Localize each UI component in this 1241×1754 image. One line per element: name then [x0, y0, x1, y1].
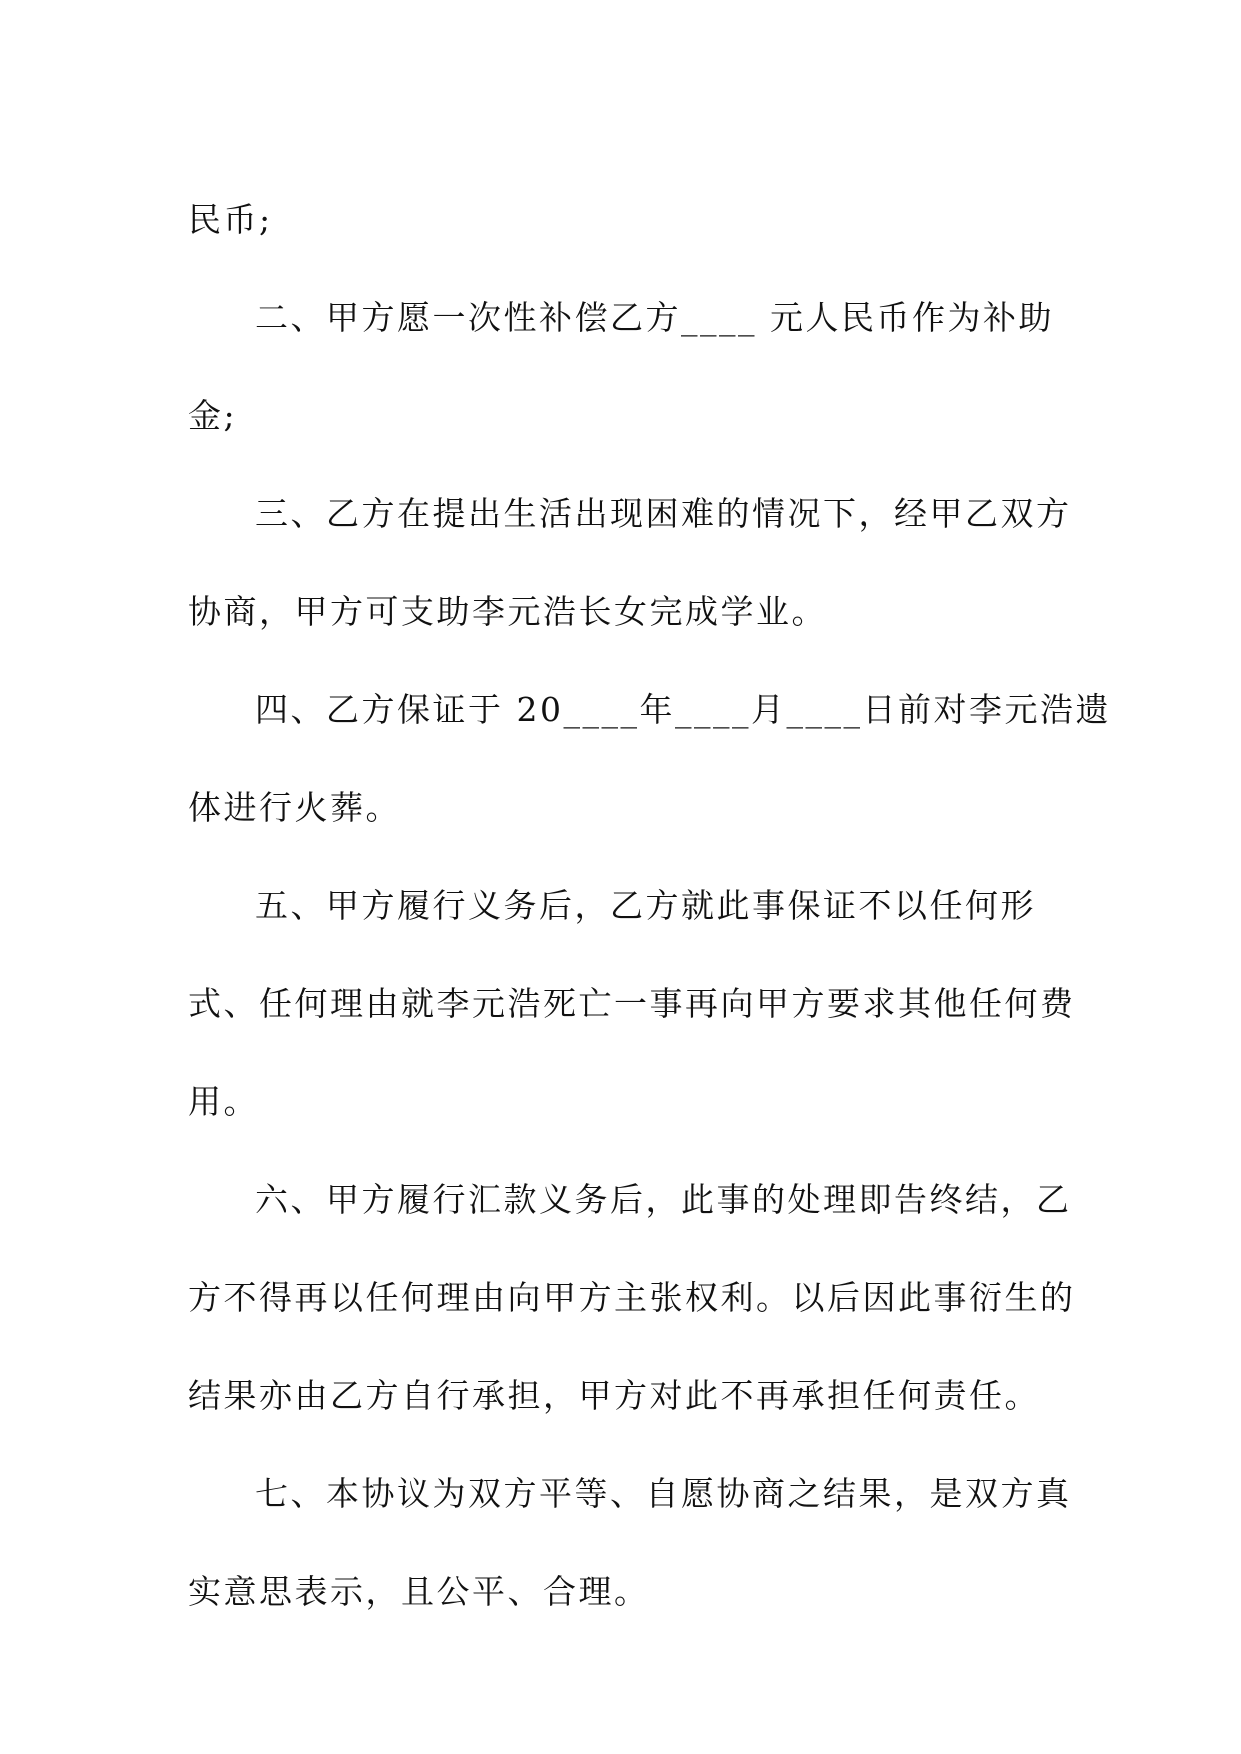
text-line: 实意思表示，且公平、合理。	[188, 1572, 650, 1611]
text-line: 五、甲方履行义务后，乙方就此事保证不以任何形	[255, 886, 1036, 925]
document-body	[188, 171, 1111, 1641]
text-line: 体进行火葬。	[188, 788, 401, 827]
text-line: 二、甲方愿一次性补偿乙方____ 元人民币作为补助	[255, 298, 1054, 337]
text-line: 民币;	[188, 200, 273, 239]
text-line: 四、乙方保证于 20____年____月____日前对李元浩遗	[255, 690, 1111, 729]
text-line: 用。	[188, 1082, 259, 1121]
text-line: 三、乙方在提出生活出现困难的情况下，经甲乙双方	[255, 494, 1072, 533]
text-line: 六、甲方履行汇款义务后，此事的处理即告终结，乙	[255, 1180, 1072, 1219]
text-line: 方不得再以任何理由向甲方主张权利。以后因此事衍生的	[188, 1278, 1076, 1317]
text-line: 式、任何理由就李元浩死亡一事再向甲方要求其他任何费	[188, 984, 1076, 1023]
text-line: 金;	[188, 396, 238, 435]
text-line: 结果亦由乙方自行承担，甲方对此不再承担任何责任。	[188, 1376, 1040, 1415]
text-line: 协商，甲方可支助李元浩长女完成学业。	[188, 592, 827, 631]
text-line: 七、本协议为双方平等、自愿协商之结果，是双方真	[255, 1474, 1072, 1513]
